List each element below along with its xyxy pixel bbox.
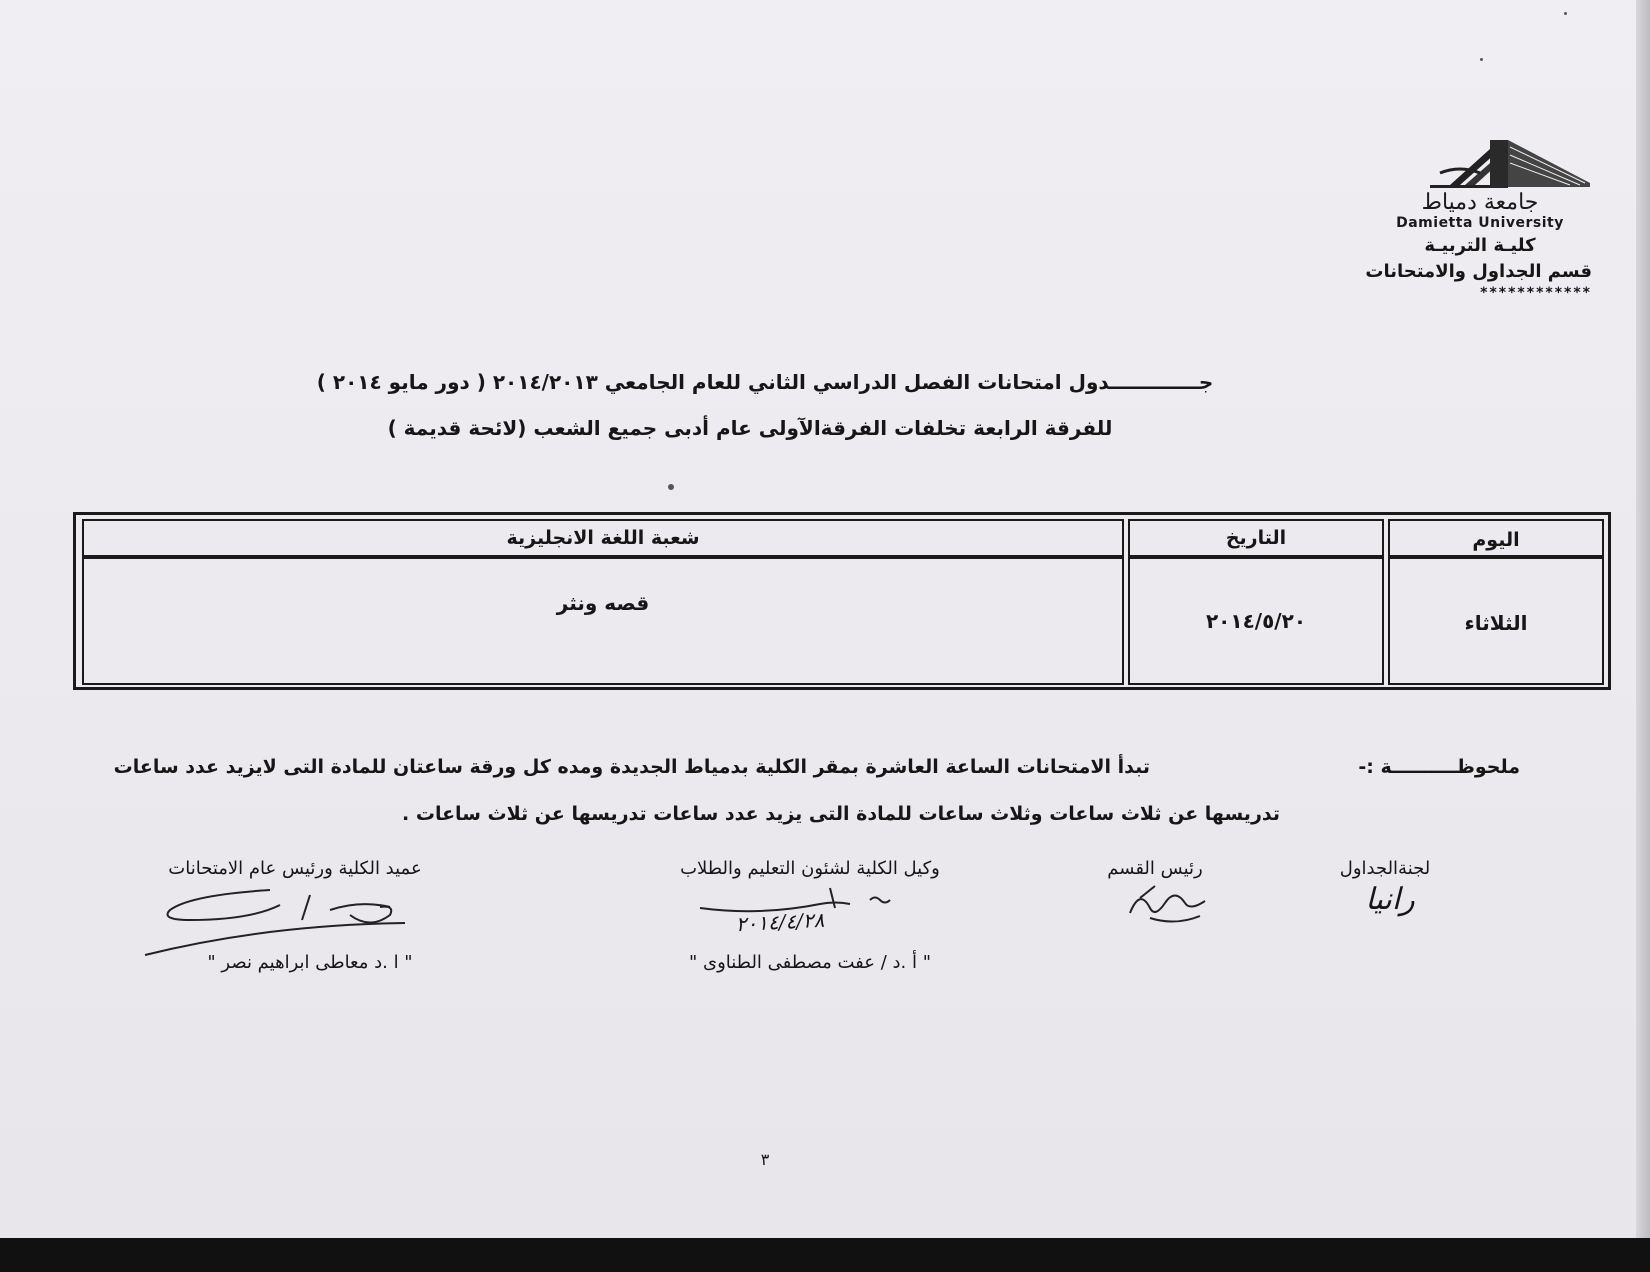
- university-name-english: Damietta University: [1396, 215, 1564, 231]
- row-subject: قصه ونثر: [82, 557, 1124, 685]
- scan-speck: [1564, 12, 1567, 15]
- vice-dean-handwritten-date: ٢٠١٤/٤/٢٨: [735, 907, 825, 937]
- header-stars-divider: ************: [1480, 285, 1592, 301]
- vice-dean-name: " أ .د / عفت مصطفى الطناوى ": [688, 952, 931, 973]
- scan-edge-bottom: [0, 1238, 1650, 1272]
- dean-title: عميد الكلية ورئيس عام الامتحانات: [168, 858, 422, 879]
- page-number: ٣: [760, 1150, 770, 1169]
- note-text-line-1: تبدأ الامتحانات الساعة العاشرة بمقر الكلية بدمياط الجديدة ومده كل ورقة ساعتان للمادة التى لايزيد عدد ساعات: [113, 756, 1150, 778]
- dean-name: " ا .د معاطى ابراهيم نصر ": [207, 952, 413, 973]
- faculty-name: كليـة التربيـة: [1424, 235, 1536, 256]
- university-logo-icon: [1390, 135, 1590, 195]
- university-name-arabic: جامعة دمياط: [1421, 190, 1539, 215]
- header-date: التاريخ: [1128, 519, 1384, 557]
- scan-speck: [668, 484, 674, 490]
- note-text-line-2: تدريسها عن ثلاث ساعات وثلاث ساعات للمادة التى يزيد عدد ساعات تدريسها عن ثلاث ساعات .: [402, 803, 1280, 825]
- scan-speck: [1480, 58, 1483, 61]
- row-date: ٢٠١٤/٥/٢٠: [1128, 557, 1384, 685]
- vice-dean-title: وكيل الكلية لشئون التعليم والطلاب: [680, 858, 940, 879]
- note-label: ملحوظــــــــــة :-: [1358, 756, 1520, 778]
- university-header: [1360, 135, 1600, 310]
- department-head-title: رئيس القسم: [1107, 858, 1203, 879]
- header-division: شعبة اللغة الانجليزية: [82, 519, 1124, 557]
- department-name: قسم الجداول والامتحانات: [1365, 261, 1592, 282]
- department-head-signature-icon: [1120, 878, 1230, 928]
- schedules-committee-title: لجنةالجداول: [1339, 858, 1431, 879]
- scan-edge-right: [1636, 0, 1650, 1238]
- schedule-subtitle: للفرقة الرابعة تخلفات الفرقةالآولى عام أدبى جميع الشعب (لائحة قديمة ): [387, 416, 1113, 440]
- schedules-committee-signature: رانيا: [1365, 882, 1415, 917]
- row-day: الثلاثاء: [1388, 557, 1604, 685]
- header-day: اليوم: [1388, 519, 1604, 557]
- schedule-title: جـــــــــــــدول امتحانات الفصل الدراسي الثاني للعام الجامعي ٢٠١٤/٢٠١٣ ( دور مايو ٢٠١٤ ): [316, 370, 1214, 394]
- exam-schedule-table: [73, 512, 1611, 690]
